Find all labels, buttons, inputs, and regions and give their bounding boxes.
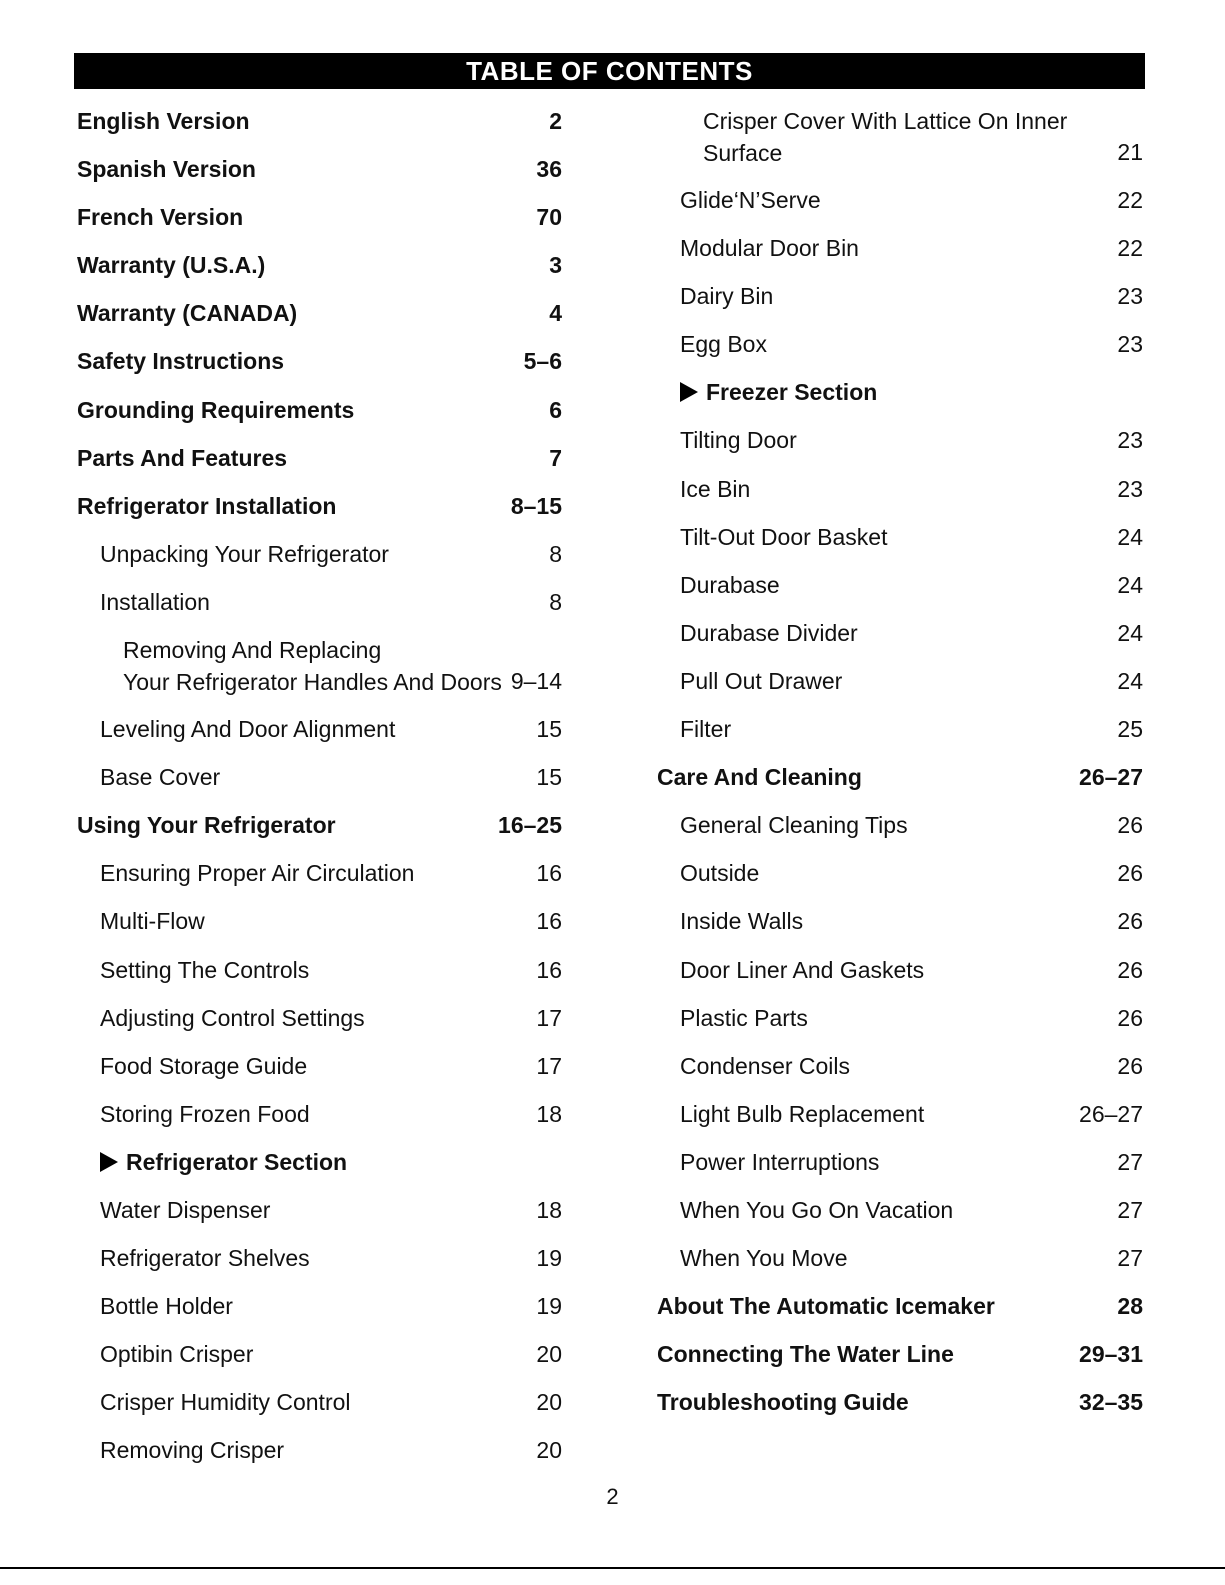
toc-entry	[77, 1090, 562, 1138]
toc-entry	[657, 320, 1143, 368]
toc-entry	[77, 1378, 562, 1426]
toc-entry-page: 16	[536, 908, 562, 935]
toc-entry	[657, 1042, 1143, 1090]
toc-entry-label: Spanish Version	[77, 156, 256, 183]
toc-entry-page: 20	[536, 1437, 562, 1464]
toc-entry-page: 28	[1117, 1293, 1143, 1320]
toc-entry-page: 8–15	[510, 492, 562, 519]
toc-entry	[77, 386, 562, 434]
toc-entry	[657, 897, 1143, 945]
bottom-rule	[0, 1567, 1225, 1569]
toc-entry-page: 17	[536, 1004, 562, 1031]
toc-entry-page: 7	[549, 444, 562, 471]
toc-entry-page: 70	[536, 204, 562, 231]
toc-entry-label: English Version	[77, 108, 250, 134]
toc-entry-page: 15	[536, 716, 562, 743]
toc-section-heading	[77, 1138, 562, 1186]
toc-entry-label-line1: Crisper Cover With Lattice On Inner	[703, 108, 1068, 134]
toc-entry-page: 27	[1117, 1148, 1143, 1175]
toc-section-label: Freezer Section	[706, 379, 878, 406]
toc-entry	[77, 801, 562, 849]
toc-entry-label: Optibin Crisper	[100, 1341, 254, 1368]
toc-entry-page: 21	[1117, 139, 1143, 165]
toc-entry-label: About The Automatic Icemaker	[657, 1293, 995, 1320]
toc-entry-label: Pull Out Drawer	[680, 667, 843, 694]
toc-entry-label: Adjusting Control Settings	[100, 1004, 365, 1031]
toc-title: TABLE OF CONTENTS	[466, 55, 753, 86]
toc-entry-page: 23	[1117, 475, 1143, 502]
toc-entry	[657, 176, 1143, 224]
toc-entry	[657, 513, 1143, 561]
toc-entry	[657, 224, 1143, 272]
toc-entry-page: 26–27	[1079, 1100, 1143, 1127]
toc-entry-page: 22	[1117, 235, 1143, 262]
toc-entry-page: 27	[1117, 1196, 1143, 1223]
toc-section-heading	[657, 368, 1143, 416]
toc-entry-label: Connecting The Water Line	[657, 1341, 954, 1368]
page-number: 2	[606, 1484, 619, 1509]
toc-entry-page: 26	[1117, 812, 1143, 839]
toc-entry-label: Durabase Divider	[680, 619, 858, 646]
toc-entry-label	[77, 635, 502, 698]
toc-entry-label: Refrigerator Installation	[77, 492, 337, 519]
toc-entry-label: Ensuring Proper Air Circulation	[100, 860, 415, 887]
toc-entry-page: 32–35	[1079, 1389, 1143, 1416]
toc-entry-page: 24	[1117, 523, 1143, 550]
toc-entry-page: 26	[1117, 860, 1143, 887]
toc-entry	[657, 1282, 1143, 1330]
toc-entry-label: Base Cover	[100, 764, 221, 791]
toc-entry	[77, 145, 562, 193]
toc-entry-label	[657, 106, 1067, 169]
toc-entry	[77, 193, 562, 241]
toc-entry	[657, 416, 1143, 464]
toc-section-label: Refrigerator Section	[126, 1148, 348, 1175]
toc-entry-label: Crisper Humidity Control	[100, 1389, 351, 1416]
toc-entry	[77, 530, 562, 578]
toc-entry-page: 16	[536, 956, 562, 983]
toc-entry	[657, 1378, 1143, 1426]
toc-entry-page: 18	[536, 1196, 562, 1223]
toc-entry-page: 22	[1117, 187, 1143, 213]
toc-entry	[657, 561, 1143, 609]
toc-entry	[657, 97, 1143, 176]
toc-entry	[77, 434, 562, 482]
toc-entry-page: 20	[536, 1389, 562, 1416]
toc-entry	[657, 705, 1143, 753]
toc-entry	[657, 1138, 1143, 1186]
toc-entry-page: 19	[536, 1293, 562, 1320]
toc-entry-page: 26	[1117, 1052, 1143, 1079]
toc-entry-label: Ice Bin	[680, 475, 751, 502]
toc-entry-page: 6	[549, 396, 562, 423]
triangle-right-icon	[680, 382, 698, 402]
toc-entry-page: 17	[536, 1052, 562, 1079]
toc-entry-label: Safety Instructions	[77, 348, 285, 375]
toc-entry-page: 26	[1117, 956, 1143, 983]
toc-entry	[77, 705, 562, 753]
toc-entry-label: Tilt-Out Door Basket	[680, 523, 888, 550]
toc-entry-label: Installation	[100, 588, 210, 615]
toc-entry-label: Tilting Door	[680, 427, 797, 454]
toc-entry-page: 18	[536, 1100, 562, 1127]
toc-entry-label: Water Dispenser	[100, 1196, 271, 1223]
toc-entry	[77, 97, 562, 145]
toc-entry-label: Bottle Holder	[100, 1293, 233, 1320]
toc-entry-label-line2: Your Refrigerator Handles And Doors	[123, 668, 502, 695]
toc-header-bar	[74, 53, 1145, 89]
toc-entry-label: French Version	[77, 204, 244, 231]
toc-entry-page: 24	[1117, 667, 1143, 694]
toc-entry-page: 19	[536, 1245, 562, 1272]
toc-entry	[657, 994, 1143, 1042]
toc-entry	[77, 578, 562, 626]
toc-entry-label: Egg Box	[680, 331, 767, 358]
toc-entry-label: Parts And Features	[77, 444, 288, 471]
toc-entry-page: 36	[536, 156, 562, 183]
toc-entry-page: 24	[1117, 619, 1143, 646]
toc-entry	[657, 1234, 1143, 1282]
toc-entry-label: Power Interruptions	[680, 1148, 880, 1175]
toc-entry	[77, 849, 562, 897]
toc-entry	[657, 1330, 1143, 1378]
toc-entry-label: Plastic Parts	[680, 1004, 808, 1031]
toc-entry	[657, 1090, 1143, 1138]
toc-entry-page: 26	[1117, 908, 1143, 935]
toc-entry	[77, 994, 562, 1042]
toc-entry	[657, 272, 1143, 320]
toc-section-label-wrap	[77, 1138, 562, 1186]
toc-entry	[77, 1186, 562, 1234]
toc-entry-label: Multi-Flow	[100, 908, 205, 935]
toc-entry-page: 16	[536, 860, 562, 887]
toc-entry	[657, 753, 1143, 801]
toc-entry	[77, 1234, 562, 1282]
toc-entry	[657, 946, 1143, 994]
toc-entry-page: 24	[1117, 571, 1143, 598]
toc-entry-page: 23	[1117, 331, 1143, 358]
toc-entry	[657, 609, 1143, 657]
toc-entry-label: Leveling And Door Alignment	[100, 716, 396, 743]
toc-entry	[657, 849, 1143, 897]
toc-entry-page: 9–14	[510, 668, 562, 695]
toc-entry	[657, 465, 1143, 513]
toc-entry-label: Removing Crisper	[100, 1437, 285, 1464]
toc-entry	[77, 482, 562, 530]
toc-entry-page: 15	[536, 764, 562, 791]
toc-entry	[77, 289, 562, 337]
toc-entry	[77, 626, 562, 705]
toc-entry-label: Filter	[680, 716, 732, 743]
toc-entry	[77, 241, 562, 289]
toc-entry	[77, 1282, 562, 1330]
toc-entry-page: 20	[536, 1341, 562, 1368]
toc-entry-label: Dairy Bin	[680, 283, 774, 310]
toc-entry-label: Light Bulb Replacement	[680, 1100, 925, 1127]
toc-entry-page: 26–27	[1079, 764, 1143, 791]
toc-entry-page: 16–25	[498, 812, 562, 839]
toc-entry-label: Care And Cleaning	[657, 764, 862, 791]
toc-left-column	[77, 97, 562, 1475]
toc-entry	[657, 801, 1143, 849]
toc-entry-page: 4	[549, 300, 562, 327]
toc-entry-page: 23	[1117, 283, 1143, 310]
toc-entry-label: Warranty (U.S.A.)	[77, 252, 266, 279]
toc-entry-label: When You Move	[680, 1245, 848, 1272]
toc-entry	[77, 1426, 562, 1474]
toc-entry-label: Modular Door Bin	[680, 235, 859, 262]
toc-entry-page: 23	[1117, 427, 1143, 454]
toc-entry-label: Door Liner And Gaskets	[680, 956, 925, 983]
toc-entry	[77, 946, 562, 994]
toc-entry-label-line1: Removing And Replacing	[123, 637, 382, 664]
toc-entry-label: Food Storage Guide	[100, 1052, 308, 1079]
toc-entry	[77, 897, 562, 945]
toc-entry-label: Outside	[680, 860, 760, 887]
toc-entry-page: 26	[1117, 1004, 1143, 1031]
toc-entry-label: Refrigerator Shelves	[100, 1245, 310, 1272]
toc-entry	[657, 657, 1143, 705]
toc-entry-label: General Cleaning Tips	[680, 812, 908, 839]
toc-entry	[77, 753, 562, 801]
toc-entry-label: Glide‘N’Serve	[680, 187, 821, 213]
toc-section-label-wrap	[657, 368, 1143, 416]
toc-entry-label: Storing Frozen Food	[100, 1100, 310, 1127]
toc-entry-page: 2	[549, 108, 562, 134]
toc-entry	[77, 337, 562, 385]
toc-entry-label: Condenser Coils	[680, 1052, 851, 1079]
toc-entry	[77, 1330, 562, 1378]
toc-entry-page: 29–31	[1079, 1341, 1143, 1368]
toc-entry-page: 25	[1117, 716, 1143, 743]
triangle-right-icon	[100, 1152, 118, 1172]
toc-entry-label: Troubleshooting Guide	[657, 1389, 909, 1416]
toc-entry-label: Grounding Requirements	[77, 396, 355, 423]
toc-entry-label: Unpacking Your Refrigerator	[100, 540, 389, 567]
toc-entry-label: Setting The Controls	[100, 956, 310, 983]
toc-entry-label: Inside Walls	[680, 908, 804, 935]
toc-entry-page: 27	[1117, 1245, 1143, 1272]
toc-entry-label: When You Go On Vacation	[680, 1196, 954, 1223]
toc-entry-label: Using Your Refrigerator	[77, 812, 336, 839]
toc-entry	[77, 1042, 562, 1090]
toc-entry-label-line2: Surface	[703, 139, 783, 166]
toc-entry	[657, 1186, 1143, 1234]
toc-entry-page: 8	[549, 540, 562, 567]
toc-entry-page: 3	[549, 252, 562, 279]
toc-entry-label: Durabase	[680, 571, 780, 598]
toc-entry-page: 8	[549, 588, 562, 615]
toc-entry-label: Warranty (CANADA)	[77, 300, 298, 327]
toc-right-column	[657, 97, 1143, 1426]
toc-entry-page: 5–6	[523, 348, 562, 375]
